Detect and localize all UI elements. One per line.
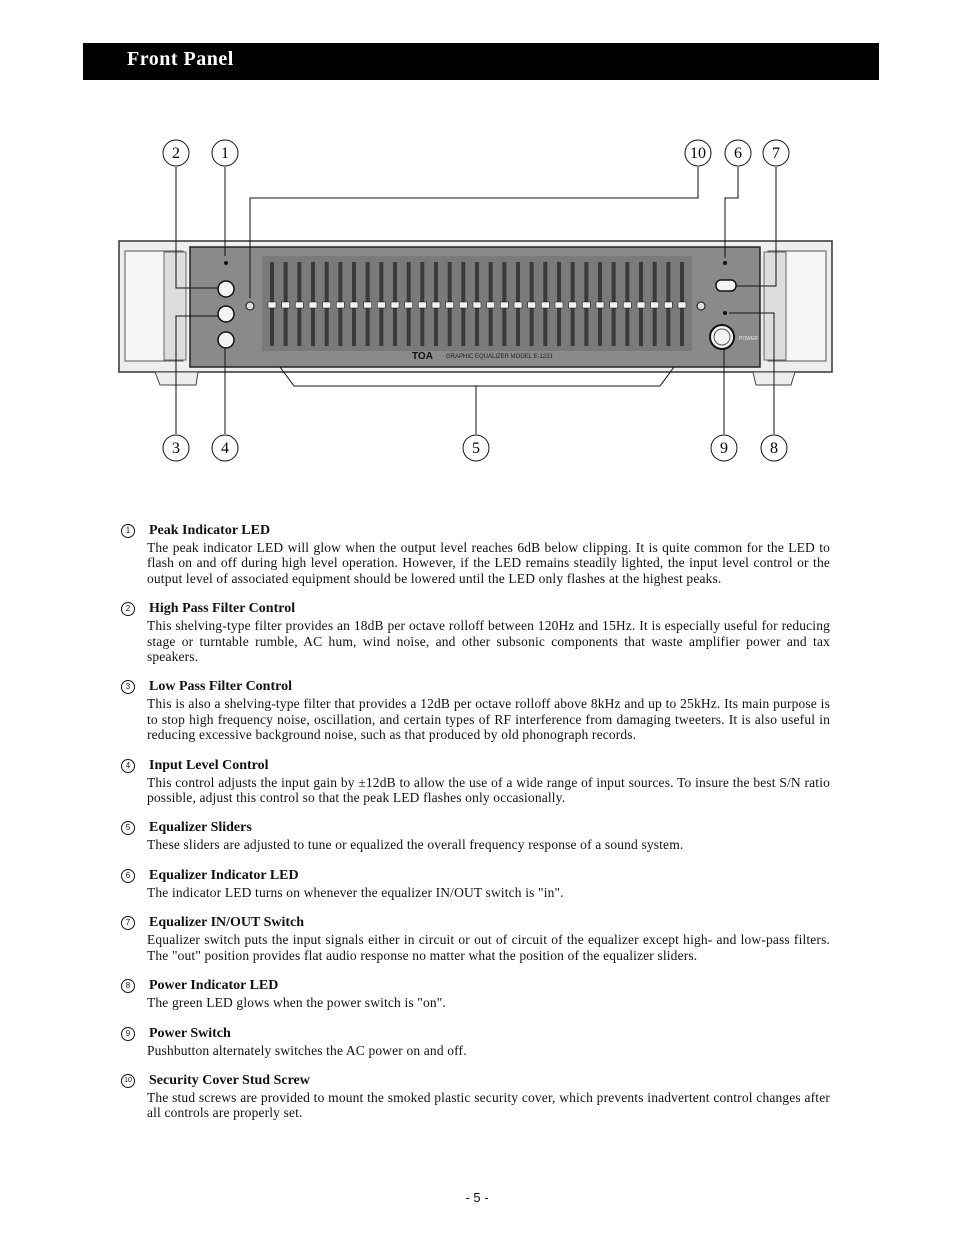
- slider-knob: [596, 302, 604, 308]
- slider-knob: [282, 302, 290, 308]
- callout-4: 4: [221, 440, 229, 457]
- slider-knob: [500, 302, 508, 308]
- slider-knob: [391, 302, 399, 308]
- slider-knob: [664, 302, 672, 308]
- slider-knob: [487, 302, 495, 308]
- item-title: Equalizer Sliders: [149, 820, 252, 836]
- slider-knob: [555, 302, 563, 308]
- peak-led: [224, 261, 228, 265]
- rack-slot-right: [764, 252, 786, 360]
- item-number: 6: [121, 869, 135, 883]
- item-body: The indicator LED turns on whenever the equalizer IN/OUT switch is "in".: [147, 884, 564, 900]
- list-item: [114, 977, 830, 1010]
- item-title: Peak Indicator LED: [149, 523, 271, 538]
- list-item: [114, 757, 830, 806]
- item-title: High Pass Filter Control: [149, 601, 296, 617]
- item-body: This is also a shelving-type filter that provides a 12dB per octave rolloff above 8kHz and up to 25kHz. Its main purpose is to stop high frequency noise, oscillation, and certain types of RF interference from damaging tweeters. It is also useful in reducing excessive background noise, such as that produced by old phonograph records.: [147, 696, 830, 743]
- callout-5: 5: [472, 440, 480, 457]
- eq-indicator-led: [723, 261, 727, 265]
- item-body: The green LED glows when the power switch is "on".: [147, 995, 446, 1011]
- power-label: POWER: [739, 336, 758, 342]
- slider-knob: [364, 302, 372, 308]
- slider-knob: [268, 302, 276, 308]
- power-led: [723, 311, 727, 315]
- item-title: Power Indicator LED: [149, 978, 279, 994]
- slider-knob: [473, 302, 481, 308]
- slider-knob: [446, 302, 454, 308]
- input-level-knob: [218, 332, 234, 348]
- slider-knob: [610, 302, 618, 308]
- item-number: 5: [121, 821, 135, 835]
- slider-knob: [582, 302, 590, 308]
- callout-10: 10: [690, 145, 706, 162]
- eq-in-out-switch: [716, 280, 736, 291]
- item-body: This shelving-type filter provides an 18dB per octave rolloff between 120Hz and 15Hz. It is especially useful for reducing stage or turntable rumble, AC hum, wind noise, and other subsonic components that waste amplifier power and tax speakers.: [147, 618, 830, 665]
- stud-screw-left: [246, 302, 254, 310]
- item-number: 1: [121, 524, 135, 538]
- list-item: [114, 1025, 830, 1058]
- stud-screw-right: [697, 302, 705, 310]
- callout-6: 6: [734, 145, 742, 162]
- slider-knob: [678, 302, 686, 308]
- item-number: 7: [121, 916, 135, 930]
- list-item: [114, 867, 830, 900]
- item-title: Security Cover Stud Screw: [149, 1072, 310, 1088]
- slider-knob: [514, 302, 522, 308]
- item-number: 10: [121, 1074, 135, 1088]
- slider-knob: [336, 302, 344, 308]
- slider-knob: [295, 302, 303, 308]
- item-title: Power Switch: [149, 1025, 231, 1041]
- item-body: The stud screws are provided to mount the smoked plastic security cover, which prevents inadvertent control changes after all controls are properly set.: [147, 1089, 830, 1121]
- item-number: 3: [121, 680, 135, 694]
- list-item: [114, 1072, 830, 1121]
- page-title: Front Panel: [127, 48, 234, 70]
- item-body: The peak indicator LED will glow when the output level reaches 6dB below clipping. It is quite common for the LED to flash on and off during high level operation. However, if the LED remains steadily lighted, the input level control or the output level of associated equipment should be lowered until the LED only flashes at the highest peaks.: [147, 540, 830, 586]
- list-item: [114, 914, 830, 963]
- slider-knob: [623, 302, 631, 308]
- slider-knob: [541, 302, 549, 308]
- item-title: Low Pass Filter Control: [149, 679, 292, 695]
- hpf-knob: [218, 281, 234, 297]
- item-number: 4: [121, 759, 135, 773]
- list-item: [114, 678, 830, 742]
- item-title: Equalizer Indicator LED: [149, 867, 299, 883]
- slider-knob: [350, 302, 358, 308]
- item-title: Input Level Control: [149, 757, 269, 773]
- slider-knob: [405, 302, 413, 308]
- slider-knob: [569, 302, 577, 308]
- slider-knob: [418, 302, 426, 308]
- list-item: [114, 819, 830, 852]
- page-number: - 5 -: [465, 1190, 489, 1205]
- rack-slot-left: [164, 252, 186, 360]
- callout-7: 7: [772, 145, 780, 162]
- callout-3: 3: [172, 440, 180, 457]
- slider-knob: [432, 302, 440, 308]
- callout-9: 9: [720, 440, 728, 457]
- callout-2: 2: [172, 145, 180, 162]
- item-number: 9: [121, 1027, 135, 1041]
- item-body: These sliders are adjusted to tune or equalized the overall frequency response of a sound system.: [147, 837, 684, 853]
- list-item: [114, 600, 830, 664]
- model-text: GRAPHIC EQUALIZER MODEL E-1231: [446, 354, 553, 360]
- slider-knob: [323, 302, 331, 308]
- slider-knob: [309, 302, 317, 308]
- item-title: Equalizer IN/OUT Switch: [149, 915, 305, 931]
- item-body: Equalizer switch puts the input signals either in circuit or out of circuit of the equalizer except high- and low-pass filters. The "out" position provides flat audio response no matter what the position of the equalizer sliders.: [147, 932, 830, 963]
- slider-knob: [637, 302, 645, 308]
- item-list: [114, 522, 830, 1135]
- lpf-knob: [218, 306, 234, 322]
- slider-knob: [651, 302, 659, 308]
- item-number: 2: [121, 602, 135, 616]
- item-number: 8: [121, 979, 135, 993]
- brand-logo: TOA: [412, 351, 433, 362]
- list-item: [114, 522, 830, 586]
- callout-8: 8: [770, 440, 778, 457]
- item-body: Pushbutton alternately switches the AC power on and off.: [147, 1042, 467, 1058]
- slider-knob: [377, 302, 385, 308]
- front-panel-diagram: [0, 0, 954, 500]
- item-body: This control adjusts the input gain by ±12dB to allow the use of a wide range of input sources. To insure the best S/N ratio possible, adjust this control so that the peak LED flashes only occasionally.: [147, 774, 830, 806]
- slider-knob: [459, 302, 467, 308]
- callout-1: 1: [221, 145, 229, 162]
- slider-knob: [528, 302, 536, 308]
